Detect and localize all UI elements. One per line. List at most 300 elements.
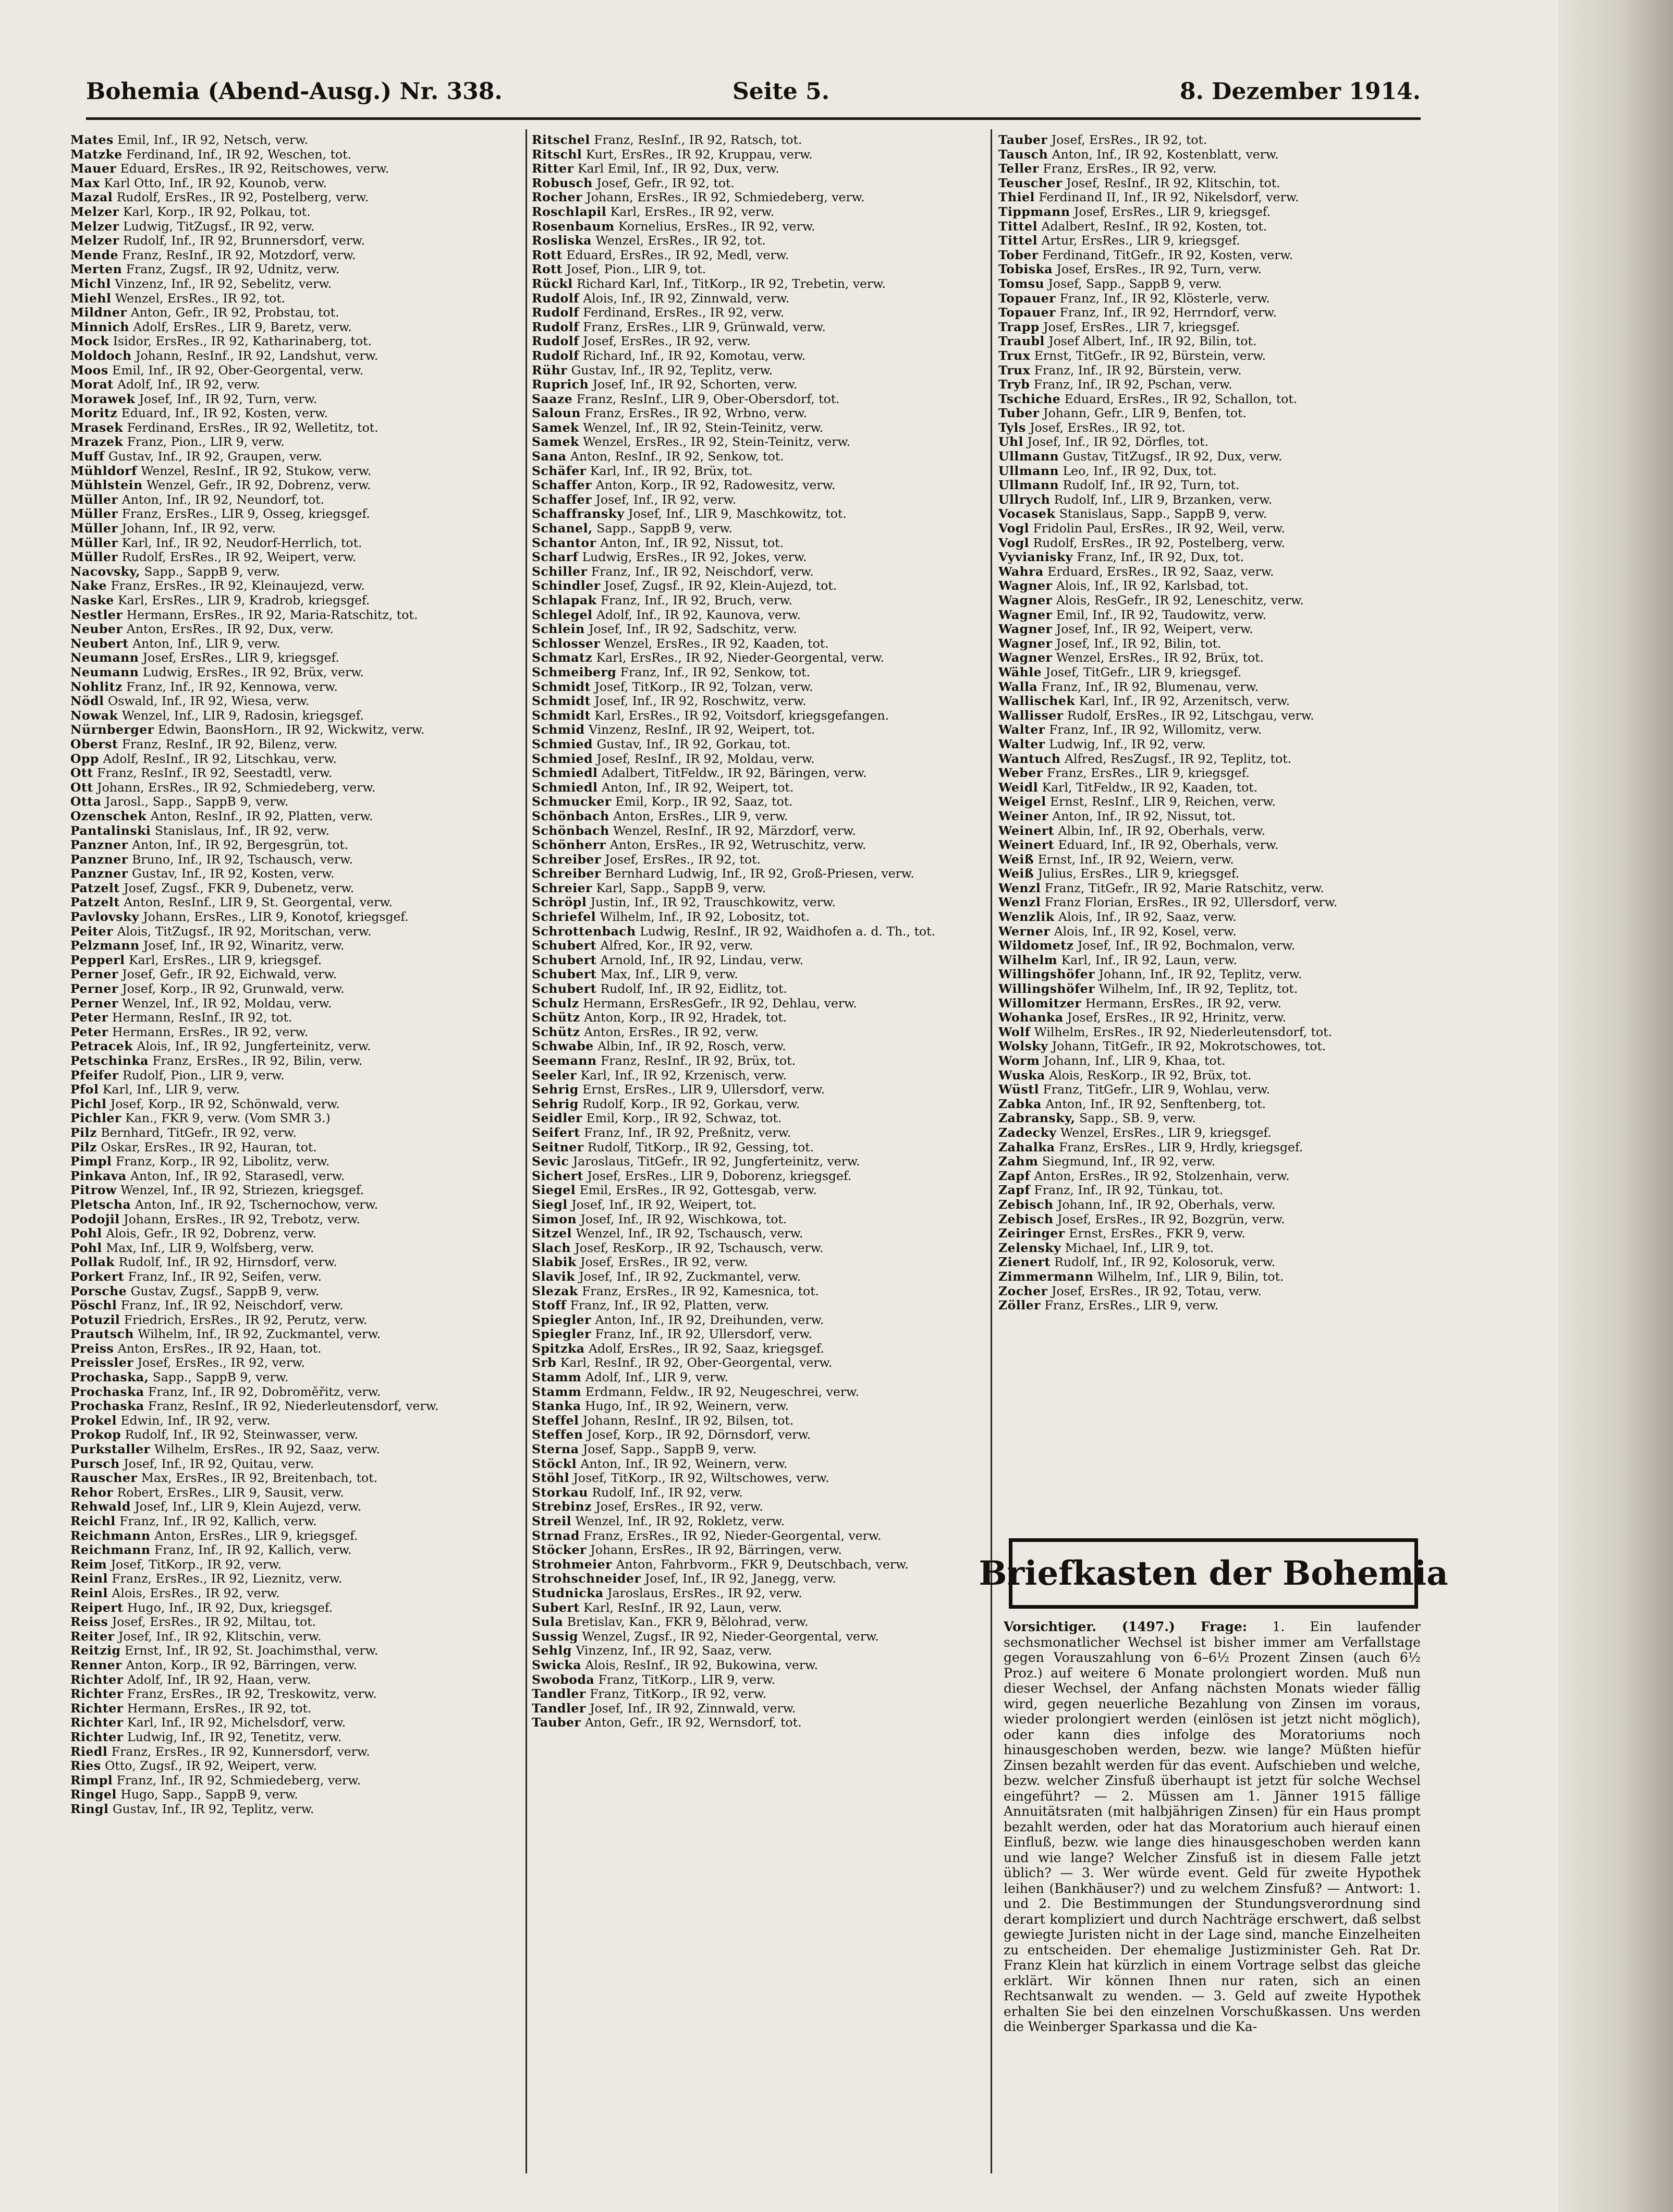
casualty-entry [70, 1342, 516, 1356]
entry-surname: Vogl [998, 521, 1030, 536]
casualty-entry [70, 248, 516, 263]
entry-surname: Slezak [532, 1283, 578, 1298]
entry-details: Josef, Zugsf., FKR 9, Dubenetz, verw. [124, 880, 355, 895]
entry-details: Adalbert, TitFeldw., IR 92, Bäringen, verw. [601, 765, 867, 781]
entry-surname: Schmeiberg [532, 664, 617, 679]
casualty-entry [998, 507, 1444, 521]
entry-surname: Sehrig [532, 1082, 579, 1097]
entry-details: Franz, ErsRes., IR 92, Nieder-Georgental, verw. [583, 1528, 882, 1543]
casualty-entry [532, 795, 978, 809]
casualty-entry [532, 910, 978, 925]
entry-details: Wenzel, ResInf., IR 92, Stukow, verw. [141, 463, 372, 478]
header-date: 8. Dezember 1914. [1180, 78, 1421, 105]
entry-surname: Perner [70, 967, 118, 982]
casualty-entry [70, 190, 516, 205]
casualty-entry [532, 881, 978, 896]
entry-surname: Ott [70, 765, 93, 781]
casualty-entry [998, 1154, 1444, 1169]
entry-surname: Schanel, [532, 521, 593, 536]
entry-details: Franz, ResInf., IR 92, Seestadtl, verw. [97, 765, 333, 781]
entry-details: Josef, Inf., IR 92, Roschwitz, verw. [594, 694, 807, 709]
entry-surname: Miehl [70, 290, 112, 306]
casualty-entry [70, 1673, 516, 1687]
entry-details: Rudolf, Inf., IR 92, verw. [592, 1485, 743, 1500]
entry-surname: Sula [532, 1614, 564, 1630]
entry-surname: Nestler [70, 607, 123, 622]
entry-details: Alois, TitZugsf., IR 92, Moritschan, verw. [117, 923, 372, 939]
entry-surname: Sevic [532, 1154, 569, 1169]
entry-surname: Panzner [70, 852, 128, 867]
entry-details: Josef, ErsRes., IR 92, Turn, verw. [1056, 262, 1262, 277]
entry-surname: Wenzl [998, 880, 1041, 895]
casualty-entry [532, 1414, 978, 1428]
entry-details: Emil, Korp., IR 92, Saaz, tot. [615, 794, 793, 809]
entry-details: Sapp., SB. 9, verw. [1079, 1111, 1196, 1126]
casualty-entry [70, 363, 516, 378]
entry-details: Emil, Inf., IR 92, Ober-Georgental, verw. [112, 362, 364, 378]
casualty-entry [70, 421, 516, 435]
entry-details: Josef, Inf., IR 92, Zuckmantel, verw. [579, 1269, 801, 1284]
entry-details: Karl, ErsRes., IR 92, Nieder-Georgental, verw. [596, 650, 885, 665]
casualty-entry [70, 1687, 516, 1701]
casualty-entry [532, 737, 978, 752]
casualty-entry [532, 1615, 978, 1630]
casualty-entry [532, 320, 978, 335]
entry-details: Franz, ResInf., LIR 9, Ober-Obersdorf, tot. [576, 391, 840, 406]
casualty-entry [70, 1154, 516, 1169]
entry-details: Wilhelm, ErsRes., IR 92, Saaz, verw. [154, 1442, 380, 1457]
entry-details: Josef, Gefr., IR 92, tot. [596, 175, 735, 190]
entry-surname: Zelensky [998, 1240, 1061, 1255]
entry-details: Franz, ErsRes., LIR 9, kriegsgef. [1047, 765, 1250, 781]
casualty-entry [532, 1644, 978, 1658]
casualty-entry [532, 1399, 978, 1414]
column-divider [991, 129, 992, 2173]
casualty-entry [70, 1457, 516, 1472]
entry-details: Josef, Inf., IR 92, Turn, verw. [139, 391, 317, 406]
casualty-entry [70, 795, 516, 809]
casualty-entry [70, 176, 516, 191]
entry-surname: Siegl [532, 1197, 568, 1212]
casualty-entry [998, 176, 1444, 191]
casualty-entry [998, 349, 1444, 363]
casualty-entry [70, 478, 516, 493]
casualty-entry [998, 148, 1444, 162]
entry-details: Johann, Inf., IR 92, Teplitz, verw. [1098, 967, 1302, 982]
letter-text: 1. Ein laufender sechsmonatlicher Wechsel ist bisher immer am Verfallstage gegen Vorauszahlung von 6–6½ Prozent Zinsen (auch 6½ Proz.) auf weitere 6 Monate prolongiert worden. Muß nun dieser Wechsel, der Anfang nächsten Monats wieder fällig wird, gegen neuerliche Bezahlung von Zinsen im voraus, wieder prolongiert werden (einlösen ist jetzt nicht möglich), oder kann dies infolge des Moratoriums noch hinausgeschoben werden, bezw. wie lange? Müßten hiefür Zinsen bezahlt werden für das event. Aufschieben und welche, bezw. welcher Zinsfuß überhaupt ist jetzt für solche Wechsel eingeführt? — 2. Müssen am 1. Jänner 1915 fällige Annuitätsraten (mit halbjährigen Zinsen) für ein Haus prompt bezahlt werden, oder hat das Moratorium auch hierauf einen Einfluß, bezw. wie lange dies hinausgeschoben werden kann und wie lange? Welcher Zinsfuß ist in diesem Falle jetzt üblich? — 3. Wer würde event. Geld für zweite Hypothek leihen (Bankhäuser?) und zu welchem Zinsfuß? — Antwort: 1. und 2. Die Bestimmungen der Stundungsverordnung sind derart kompliziert und durch Nachträge erschwert, daß selbst gewiegte Juristen nicht in der Lage sind, manche Einzelheiten zu entscheiden. Der ehemalige Justizminister Geh. Rat Dr. Franz Klein hat kürzlich in einem Vortrage selbst das gleiche erklärt. Wir können Ihnen nur raten, sich an einen Rechtsanwalt zu wenden. — 3. Geld auf zweite Hypothek erhalten Sie bei den einzelnen Vorschußkassen. Uns werden die Weinberger Sparkassa und die Ka- [1004, 1619, 1421, 2034]
entry-surname: Strebinz [532, 1499, 592, 1514]
casualty-entry [70, 1226, 516, 1241]
casualty-entry [70, 133, 516, 148]
entry-surname: Zapf [998, 1168, 1030, 1183]
entry-details: Josef, ErsRes., IR 92, tot. [605, 852, 761, 867]
casualty-entry [998, 694, 1444, 709]
casualty-entry [532, 1701, 978, 1716]
entry-details: Franz, Inf., IR 92, Dobroměřitz, verw. [148, 1384, 381, 1399]
entry-surname: Rocher [532, 190, 582, 205]
entry-surname: Walter [998, 736, 1045, 751]
entry-surname: Walter [998, 722, 1045, 737]
casualty-entry [70, 1788, 516, 1802]
letter-lead: Vorsichtiger. (1497.) Frage: [1004, 1619, 1248, 1634]
entry-surname: Weidl [998, 780, 1039, 795]
entry-details: Anton, Inf., IR 92, Nissut, tot. [600, 535, 784, 550]
entry-surname: Schmidt [532, 708, 591, 723]
casualty-entry [998, 881, 1444, 896]
entry-surname: Schütz [532, 1024, 580, 1039]
entry-details: Karl, ResInf., IR 92, Ober-Georgental, verw. [560, 1355, 833, 1370]
entry-surname: Schütz [532, 1010, 580, 1025]
casualty-entry [532, 449, 978, 464]
casualty-entry [532, 349, 978, 363]
entry-details: Anton, ErsRes., IR 92, Haan, tot. [117, 1341, 322, 1356]
casualty-entry [532, 291, 978, 306]
casualty-entry [70, 1385, 516, 1400]
casualty-entry [70, 925, 516, 939]
entry-surname: Pöschl [70, 1298, 117, 1313]
casualty-entry [532, 190, 978, 205]
casualty-entry [532, 1630, 978, 1644]
entry-surname: Studnicka [532, 1585, 604, 1600]
casualty-entry [998, 795, 1444, 809]
entry-surname: Moritz [70, 406, 118, 421]
entry-details: Franz, Inf., IR 92, Senkow, tot. [620, 664, 811, 679]
briefkasten-heading-box [979, 1538, 1448, 1609]
entry-surname: Podojil [70, 1211, 120, 1226]
entry-surname: Nohlitz [70, 679, 123, 694]
casualty-entry [998, 1025, 1444, 1040]
casualty-entry [70, 1514, 516, 1529]
entry-surname: Wilhelm [998, 952, 1058, 967]
entry-details: Ludwig, TitZugsf., IR 92, verw. [123, 218, 315, 234]
column-divider [526, 129, 527, 2173]
entry-details: Ferdinand, ErsRes., IR 92, verw. [583, 305, 785, 320]
entry-details: Franz, Inf., IR 92, Ullersdorf, verw. [595, 1327, 812, 1342]
casualty-entry [532, 1514, 978, 1529]
casualty-entry [532, 781, 978, 795]
entry-details: Bretislav, Kan., FKR 9, Bělohrad, verw. [567, 1614, 809, 1630]
entry-details: Franz, Inf., IR 92, Pschan, verw. [1033, 377, 1232, 392]
entry-surname: Melzer [70, 233, 119, 248]
casualty-entry [998, 838, 1444, 853]
entry-details: Franz, Inf., IR 92, Willomitz, verw. [1049, 722, 1262, 737]
casualty-entry [70, 162, 516, 176]
entry-surname: Zebisch [998, 1197, 1054, 1212]
entry-details: Sapp., SappB 9, verw. [144, 564, 280, 579]
casualty-entry [70, 148, 516, 162]
casualty-entry [532, 1212, 978, 1227]
entry-details: Arnold, Inf., IR 92, Lindau, verw. [600, 952, 804, 967]
entry-surname: Ullmann [998, 449, 1059, 464]
entry-details: Erduard, ErsRes., IR 92, Saaz, verw. [1047, 564, 1274, 579]
entry-surname: Neumann [70, 664, 139, 679]
entry-surname: Werner [998, 923, 1051, 939]
entry-surname: Mrazek [70, 434, 124, 449]
casualty-entry [998, 162, 1444, 176]
entry-details: Wenzel, ErsRes., IR 92, Kaaden, tot. [604, 636, 829, 651]
entry-surname: Opp [70, 751, 99, 766]
entry-details: Josef, Inf., IR 92, Weipert, verw. [1056, 622, 1253, 637]
header-publication: Bohemia (Abend-Ausg.) Nr. 338. [86, 78, 503, 105]
entry-surname: Schlosser [532, 636, 601, 651]
entry-details: Hermann, ErsRes., IR 92, verw. [1085, 995, 1281, 1011]
entry-surname: Wantuch [998, 751, 1061, 766]
briefkasten-letter [1004, 1619, 1421, 2161]
casualty-entry [532, 1356, 978, 1370]
entry-details: Adolf, Inf., IR 92, verw. [117, 377, 260, 392]
entry-surname: Neubert [70, 636, 129, 651]
entry-details: Rudolf, Inf., IR 92, Hirnsdorf, verw. [118, 1255, 337, 1270]
entry-details: Alois, Inf., IR 92, Jungferteinitz, verw. [137, 1039, 371, 1054]
casualty-entry [998, 1054, 1444, 1068]
entry-surname: Rudolf [532, 290, 579, 306]
casualty-entry [532, 1126, 978, 1140]
entry-details: Alois, Inf., IR 92, Karlsbad, tot. [1056, 578, 1249, 593]
entry-surname: Schreiber [532, 852, 601, 867]
entry-surname: Ullmann [998, 478, 1059, 493]
entry-surname: Schmid [532, 722, 585, 737]
entry-details: Franz, Pion., LIR 9, verw. [127, 434, 285, 449]
entry-details: Franz, ErsRes., IR 92, Treskowitz, verw. [127, 1686, 377, 1701]
entry-surname: Schmied [532, 751, 593, 766]
casualty-entry [532, 593, 978, 608]
entry-details: Alfred, ResZugsf., IR 92, Teplitz, tot. [1064, 751, 1292, 766]
entry-details: Anton, Inf., IR 92, Tschernochow, verw. [135, 1197, 378, 1212]
entry-surname: Wenzlik [998, 909, 1055, 925]
casualty-entry [70, 1759, 516, 1773]
entry-details: Max, ErsRes., IR 92, Breitenbach, tot. [141, 1470, 378, 1486]
casualty-entry [998, 996, 1444, 1011]
entry-surname: Mates [70, 133, 114, 147]
casualty-entry [532, 521, 978, 536]
entry-details: Josef, ErsRes., LIR 9, kriegsgef. [1074, 204, 1271, 219]
entry-surname: Nake [70, 578, 107, 593]
entry-details: Karl, Inf., IR 92, Brüx, tot. [590, 463, 753, 478]
entry-surname: Trux [998, 362, 1031, 378]
casualty-entry [998, 1169, 1444, 1184]
entry-surname: Vogl [998, 535, 1030, 550]
casualty-entry [532, 1471, 978, 1486]
casualty-entry [532, 421, 978, 435]
entry-surname: Tausch [998, 147, 1048, 162]
casualty-entry [532, 1255, 978, 1270]
casualty-entry [532, 1601, 978, 1615]
entry-surname: Spiegler [532, 1312, 591, 1327]
casualty-entry [532, 809, 978, 824]
casualty-entry [532, 162, 978, 176]
entry-surname: Prokop [70, 1427, 121, 1442]
entry-surname: Müller [70, 506, 118, 521]
entry-surname: Ullrych [998, 492, 1051, 507]
entry-surname: Zabka [998, 1096, 1042, 1111]
entry-details: Karl Otto, Inf., IR 92, Kounob, verw. [104, 175, 327, 190]
casualty-entry [998, 910, 1444, 925]
entry-details: Emil, ErsRes., IR 92, Gottesgab, verw. [579, 1183, 817, 1198]
entry-surname: Preiss [70, 1341, 114, 1356]
entry-details: Alois, Inf., IR 92, Saaz, verw. [1058, 909, 1237, 925]
entry-details: Rudolf, ErsRes., IR 92, Weipert, verw. [121, 550, 357, 565]
entry-surname: Scharf [532, 550, 579, 565]
casualty-entry [532, 148, 978, 162]
entry-details: Rudolf, Inf., IR 92, Kolosoruk, verw. [1054, 1255, 1276, 1270]
entry-details: Artur, ErsRes., LIR 9, kriegsgef. [1041, 233, 1240, 248]
entry-surname: Willomitzer [998, 995, 1082, 1011]
entry-surname: Tschiche [998, 391, 1061, 406]
entry-details: Adalbert, ResInf., IR 92, Kosten, tot. [1041, 218, 1267, 234]
entry-surname: Swicka [532, 1657, 581, 1672]
entry-surname: Pitrow [70, 1183, 117, 1198]
entry-details: Rudolf, Inf., IR 92, Turn, tot. [1063, 478, 1240, 493]
casualty-entry [70, 694, 516, 709]
casualty-entry [70, 1644, 516, 1658]
casualty-entry [998, 220, 1444, 234]
entry-surname: Trapp [998, 319, 1040, 334]
entry-details: Karl, Inf., IR 92, Laun, verw. [1061, 952, 1237, 967]
casualty-entry [998, 291, 1444, 306]
casualty-entry [998, 363, 1444, 378]
entry-surname: Richter [70, 1672, 124, 1687]
entry-surname: Ringel [70, 1787, 117, 1802]
entry-details: Josef, ErsRes., IR 92, Bozgrün, verw. [1057, 1211, 1285, 1226]
entry-details: Otto, Zugsf., IR 92, Weipert, verw. [105, 1758, 317, 1773]
entry-details: Anton, ResInf., IR 92, Platten, verw. [150, 808, 373, 823]
entry-details: Albin, Inf., IR 92, Oberhals, verw. [1058, 823, 1266, 838]
casualty-entry [998, 593, 1444, 608]
entry-details: Karl, Sapp., SappB 9, verw. [596, 880, 766, 895]
entry-details: Wenzel, ErsRes., LIR 9, kriegsgef. [1060, 1125, 1272, 1140]
casualty-entry [532, 622, 978, 637]
entry-surname: Patzelt [70, 895, 120, 910]
casualty-entry [998, 1011, 1444, 1025]
entry-surname: Wohanka [998, 1010, 1064, 1025]
entry-surname: Schreiber [532, 866, 601, 881]
casualty-entry [70, 1241, 516, 1256]
entry-surname: Pantalinski [70, 823, 151, 838]
entry-details: Franz, Inf., IR 92, Preßnitz, verw. [584, 1125, 791, 1140]
entry-details: Alois, ResKorp., IR 92, Brüx, tot. [1049, 1067, 1252, 1083]
entry-surname: Peiter [70, 923, 114, 939]
entry-surname: Melzer [70, 204, 119, 219]
entry-surname: Preissler [70, 1355, 134, 1370]
entry-surname: Morawek [70, 391, 136, 406]
casualty-entry [532, 1011, 978, 1025]
entry-surname: Rudolf [532, 305, 579, 320]
entry-surname: Tandler [532, 1700, 586, 1716]
entry-surname: Schönbach [532, 823, 609, 838]
entry-details: Gustav, Inf., IR 92, Teplitz, verw. [571, 362, 773, 378]
entry-surname: Pohl [70, 1226, 102, 1241]
casualty-entry [70, 1255, 516, 1270]
entry-details: Eduard, ErsRes., IR 92, Reitschowes, verw. [120, 161, 389, 176]
entry-surname: Reinl [70, 1571, 108, 1586]
casualty-entry [532, 176, 978, 191]
entry-surname: Pepperl [70, 952, 125, 967]
casualty-entry [70, 809, 516, 824]
casualty-entry [70, 723, 516, 737]
casualty-entry [70, 565, 516, 579]
entry-details: Franz, Inf., IR 92, Blumenau, verw. [1041, 679, 1259, 694]
entry-surname: Spiegler [532, 1327, 591, 1342]
casualty-entry [70, 709, 516, 723]
entry-details: Josef, Inf., IR 92, Zinnwald, verw. [590, 1700, 796, 1716]
entry-details: Josef, ErsRes., IR 92, verw. [595, 1499, 763, 1514]
entry-details: Adolf, ErsRes., IR 92, Saaz, kriegsgef. [589, 1341, 825, 1356]
entry-details: Fridolin Paul, ErsRes., IR 92, Weil, verw. [1033, 521, 1285, 536]
entry-surname: Schaffransky [532, 506, 625, 521]
entry-surname: Prochaska [70, 1399, 144, 1414]
entry-details: Alois, ResInf., IR 92, Bukowina, verw. [585, 1657, 818, 1672]
entry-surname: Rudolf [532, 319, 579, 334]
entry-details: Hermann, ErsRes., IR 92, Maria-Ratschitz, tot. [126, 607, 418, 622]
entry-details: Johann, TitGefr., IR 92, Mokrotschowes, tot. [1052, 1039, 1326, 1054]
entry-details: Adolf, ErsRes., LIR 9, Baretz, verw. [133, 319, 352, 334]
entry-surname: Ullmann [998, 463, 1059, 478]
entry-details: Anton, Inf., IR 92, Bergesgrün, tot. [132, 837, 349, 853]
entry-details: Wenzel, ErsRes., IR 92, Stein-Teinitz, verw. [583, 434, 851, 449]
entry-surname: Mrasek [70, 420, 124, 435]
entry-surname: Müller [70, 550, 118, 565]
entry-surname: Wenzl [998, 895, 1041, 910]
entry-surname: Nacovsky, [70, 564, 140, 579]
entry-details: Adolf, Inf., LIR 9, verw. [585, 1370, 729, 1385]
entry-details: Rudolf, Inf., IR 92, Eidlitz, tot. [600, 981, 787, 996]
entry-surname: Roschlapil [532, 204, 607, 219]
casualty-entry [70, 1601, 516, 1615]
entry-surname: Rückl [532, 276, 573, 291]
entry-details: Franz, Inf., IR 92, Kallich, verw. [119, 1514, 317, 1528]
casualty-entry [532, 334, 978, 349]
casualty-entry [70, 449, 516, 464]
entry-details: Rudolf, Inf., IR 92, Brunnersdorf, verw. [123, 233, 365, 248]
casualty-entry [532, 1428, 978, 1442]
casualty-entry [998, 262, 1444, 277]
entry-details: Josef, ErsRes., IR 92, Hrinitz, verw. [1067, 1010, 1287, 1025]
casualty-entry [998, 378, 1444, 392]
entry-surname: Reipert [70, 1600, 124, 1615]
entry-surname: Zahm [998, 1154, 1039, 1169]
entry-surname: Sehlg [532, 1643, 572, 1658]
entry-surname: Tittel [998, 218, 1038, 234]
entry-details: Julius, ErsRes., LIR 9, kriegsgef. [1037, 866, 1240, 881]
casualty-entry [532, 363, 978, 378]
casualty-entry [70, 622, 516, 637]
entry-details: Franz, Inf., IR 92, Neischdorf, verw. [591, 564, 814, 579]
casualty-entry [998, 824, 1444, 838]
casualty-entry [532, 953, 978, 968]
entry-surname: Zimmermann [998, 1269, 1094, 1284]
casualty-entry [532, 694, 978, 709]
entry-surname: Nürnberger [70, 722, 154, 737]
casualty-entry [70, 824, 516, 838]
entry-details: Karl Emil, Inf., IR 92, Dux, verw. [577, 161, 779, 176]
casualty-entry [70, 1486, 516, 1500]
entry-details: Sapp., SappB 9, verw. [152, 1370, 289, 1385]
entry-details: Karl, Inf., IR 92, Neudorf-Herrlich, tot. [121, 535, 362, 550]
entry-details: Alois, Gefr., IR 92, Dobrenz, verw. [106, 1226, 316, 1241]
entry-details: Justin, Inf., IR 92, Trauschkowitz, verw. [590, 895, 836, 910]
entry-surname: Vocasek [998, 506, 1056, 521]
entry-details: Josef, Gefr., IR 92, Eichwald, verw. [122, 967, 337, 982]
casualty-entry [998, 536, 1444, 551]
entry-surname: Müller [70, 521, 118, 536]
entry-details: Wilhelm, Inf., LIR 9, Bilin, tot. [1097, 1269, 1284, 1284]
entry-details: Karl, ErsRes., LIR 9, kriegsgef. [129, 952, 322, 967]
entry-details: Hugo, Inf., IR 92, Weinern, verw. [585, 1399, 789, 1414]
casualty-list-column-2 [532, 133, 978, 2177]
entry-surname: Peter [70, 1024, 108, 1039]
entry-surname: Schantor [532, 535, 596, 550]
casualty-entry [70, 881, 516, 896]
